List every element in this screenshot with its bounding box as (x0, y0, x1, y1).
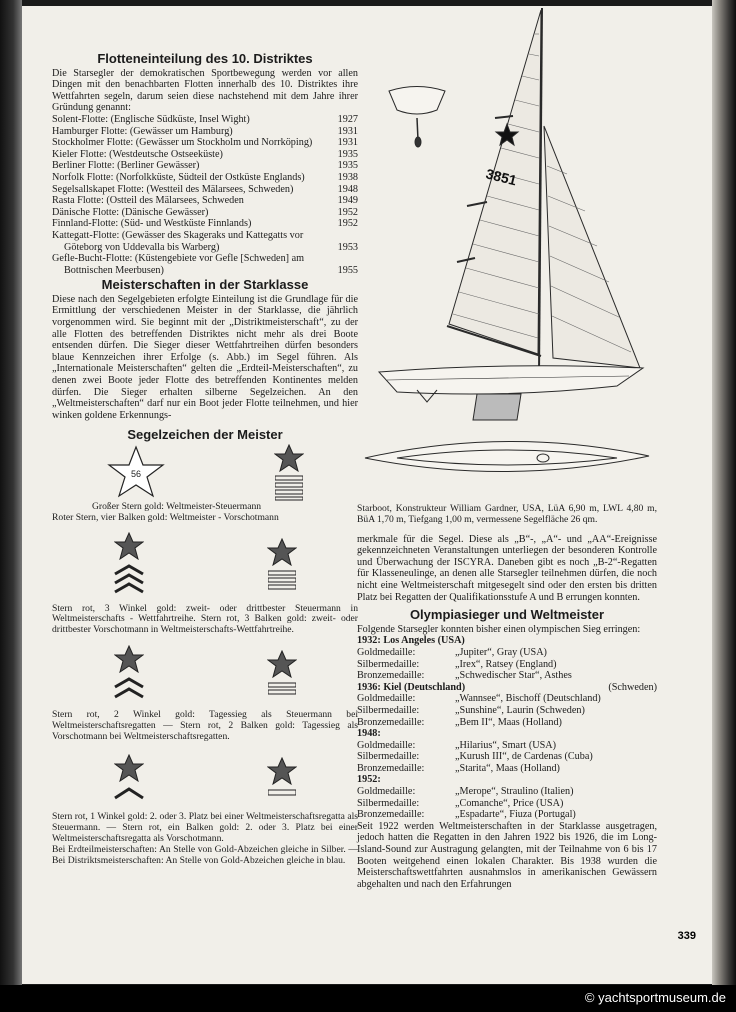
fleet-row (52, 195, 358, 207)
watermark: © yachtsportmuseum.de (584, 990, 726, 1005)
red-star-icon (267, 538, 297, 566)
medal-label: Silbermedaille: (357, 658, 420, 670)
fleet-row (52, 149, 358, 161)
medal-result: „Sunshine“, Laurin (Schweden) (455, 704, 585, 716)
fleet-row (52, 207, 358, 219)
chevrons-two-icon (114, 677, 144, 701)
fleet-year: 1948 (337, 183, 358, 195)
medal-result: „Merope“, Straulino (Italien) (455, 786, 574, 798)
red-star-icon (274, 444, 304, 472)
medal-row (357, 763, 657, 775)
games-heading (357, 635, 657, 647)
fleet-name: Gefle-Bucht-Flotte: (Küstengebiete vor Gefle [Schweden] am Bottnischen Meerbusen) (52, 253, 305, 276)
insignia-row-4 (52, 744, 358, 810)
medal-result: „Bem II“, Maas (Holland) (455, 716, 562, 728)
bars-four-icon (275, 475, 303, 501)
right-column (357, 504, 657, 890)
heading-segelzeichen: Segelzeichen der Meister (127, 427, 283, 443)
fleet-name: Stockholmer Flotte: (Gewässer um Stockholm und Norrköping) (52, 137, 313, 149)
fleet-name: Berliner Flotte: (Berliner Gewässer) (52, 160, 200, 172)
games-heading (357, 774, 657, 786)
boat-caption: Starboot, Konstrukteur William Gardner, USA, LüA 6,90 m, LWL 4,80 m, BüA 1,70 m, Tiefgang 1,00 m, vermessene Segelfläche 26 qm. (357, 503, 657, 525)
medal-label: Goldmedaille: (357, 786, 416, 798)
fleet-year: 1953 (337, 241, 358, 253)
fleet-name: Hamburger Flotte: (Gewässer um Hamburg) (52, 125, 233, 137)
page-number: 339 (677, 930, 696, 942)
medal-label: Silbermedaille: (357, 751, 420, 763)
medal-result: „Jupiter“, Gray (USA) (455, 646, 547, 658)
medal-result: „Irex“, Ratsey (England) (455, 658, 557, 670)
red-star-icon (267, 650, 297, 678)
medal-result: „Hilarius“, Smart (USA) (455, 739, 557, 751)
olympic-results (357, 635, 657, 821)
fleet-name: Kattegatt-Flotte: (Gewässer des Skageraks und Kattegatts vor Göteborg von Uddevalla bis Warberg) (52, 229, 304, 253)
games-extra: (Schweden) (608, 681, 657, 693)
fleet-year: 1935 (337, 148, 358, 160)
book-page (22, 6, 712, 984)
medal-row (357, 693, 657, 705)
sail-number: 3851 (484, 165, 519, 189)
medal-label: Bronzemedaille: (357, 716, 425, 728)
fleet-name: Dänische Flotte: (Dänische Gewässer) (52, 206, 209, 218)
medal-label: Bronzemedaille: (357, 809, 425, 821)
fleet-year: 1952 (337, 218, 358, 230)
medal-row (357, 798, 657, 810)
insignia-row-2 (52, 526, 358, 602)
fleet-row (52, 184, 358, 196)
bars-two-icon (268, 682, 296, 696)
olympia-intro: Folgende Starsegler konnten bisher einen olympischen Sieg erringen: (357, 623, 641, 635)
caption-3: Stern rot, 3 Winkel gold: zweit- oder drittbester Steuermann in Weltmeisterschafts - Wettfahrtreihe. Stern rot, 3 Balken gold: zweit- oder drittbester Vorschotmann in Weltmeisterschafts-Wettfahrtreihe. (52, 602, 358, 636)
red-star-icon (114, 645, 144, 673)
bar-one-icon (268, 789, 296, 797)
medal-row (357, 647, 657, 659)
red-star-icon (267, 757, 297, 785)
medal-row (357, 659, 657, 671)
fleet-name: Segelsallskapet Flotte: (Westteil des Mälarsees, Schweden) (52, 183, 294, 195)
page-edge (712, 0, 736, 985)
fleet-year: 1952 (337, 206, 358, 218)
fleet-list (52, 114, 358, 276)
medal-row (357, 717, 657, 729)
medal-label: Goldmedaille: (357, 646, 416, 658)
insignia-row-1 (52, 444, 358, 500)
bars-three-icon (268, 570, 296, 590)
red-star-icon (114, 754, 144, 782)
fleet-name: Finnland-Flotte: (Süd- und Westküste Finnlands) (52, 218, 252, 230)
insignia-row-3 (52, 638, 358, 708)
caption-4: Stern rot, 2 Winkel gold: Tagessieg als Steuermann bei Weltmeisterschaftsregatten — Stern rot, 2 Balken gold: Tagessieg als Vorschotmann bei Weltmeisterschaftsregatten. (52, 708, 358, 742)
fleet-row (52, 137, 358, 149)
medal-result: „Espadarte“, Fiuza (Portugal) (455, 809, 576, 821)
star-number: 56 (130, 469, 141, 479)
fleet-name: Norfolk Flotte: (Norfolkküste, Südteil der Ostküste Englands) (52, 171, 305, 183)
medal-label: Silbermedaille: (357, 797, 420, 809)
medal-row (357, 705, 657, 717)
fleet-row (52, 114, 358, 126)
heading-flotteneinteilung: Flotteneinteilung des 10. Distriktes (97, 51, 313, 66)
fleet-year: 1955 (337, 264, 358, 276)
fleet-row (52, 230, 358, 253)
fleet-year: 1931 (337, 137, 358, 149)
medal-row (357, 809, 657, 821)
fleet-name: Rasta Flotte: (Ostteil des Mälarsees, Schweden (52, 195, 244, 207)
fleet-row (52, 126, 358, 138)
games-heading (357, 728, 657, 740)
chevrons-three-icon (114, 564, 144, 596)
medal-result: „Schwedischer Star“, Asthes (455, 670, 572, 682)
games-title: 1948: (357, 728, 381, 740)
red-star-icon (114, 532, 144, 560)
fleet-name: Kieler Flotte: (Westdeutsche Ostseeküste) (52, 148, 223, 160)
medal-label: Goldmedaille: (357, 693, 416, 705)
fleet-year: 1938 (337, 171, 358, 183)
continuation-paragraph: merkmale für die Segel. Diese als „B“-, „A“- und „AA“-Ereignisse gekennzeichneten Veranstaltungen unterliegen der besonderen Kontrolle und Überwachung der ISCYRA. Daneben gibt es noch „B-2“-Regatten für Klasseneulinge, an denen alle Starsegler teilnehmen dürfen, die noch nicht eine Weltmeisterschaft mitgesegelt sind oder den ersten bis dritten Platz bei Regatten der Qualifikationsstufe A und B errungen konnten. (357, 533, 657, 603)
fleet-row (52, 253, 358, 276)
heading-olympiasieger: Olympiasieger und Weltmeister (409, 607, 605, 623)
caption-6: Bei Erdteilmeisterschaften: An Stelle von Gold-Abzeichen gleiche in Silber. — Bei Distriktsmeisterschaften: An Stelle von Gold-Abzeichen gleiche in blau. (52, 843, 358, 866)
caption-5: Stern rot, 1 Winkel gold: 2. oder 3. Platz bei einer Weltmeisterschaftsregatta als Steuermann. — Stern rot, ein Balken gold: 2. oder 3. Platz bei einer Weltmeisterschaftsregatta als Vorschotmann. (52, 811, 358, 844)
medal-row (357, 786, 657, 798)
fleet-year: 1927 (337, 113, 358, 125)
medal-label: Bronzemedaille: (357, 762, 425, 774)
medal-row (357, 740, 657, 752)
starboat-drawing (357, 6, 657, 501)
games-title: 1932: Los Angeles (USA) (357, 635, 465, 647)
intro-paragraph: Die Starsegler der demokratischen Sportbewegung werden vor allen Dingen mit den benachbarten Flotten innerhalb des 10. Distriktes ihre Wettfahrten segeln, darum seien diese nachstehend mit dem Jahre ihrer Gründung genannt: (52, 67, 358, 114)
games-heading (357, 682, 657, 694)
medal-label: Goldmedaille: (357, 739, 416, 751)
star-with-bars-4 (274, 444, 304, 501)
fleet-row (52, 172, 358, 184)
fleet-row (52, 218, 358, 230)
meister-paragraph: Diese nach den Segelgebieten erfolgte Einteilung ist die Grundlage für die Ermittlung der verschiedenen Meister in der Starklasse, die jährlich vorgenommen wird. Sie beginnt mit der „Distriktmeisterschaft“, zu der alle Flotten des betreffenden Distriktes nicht mehr als drei Boote entsenden dürfen. Die Sieger dieser Wettfahrtreihen dürfen besonders blaue Kennzeichen ihrer Erfolge (s. Abb.) im Segel führen. Als „Internationale Meisterschaften“ gelten die „Erdteil-Meisterschaften“, zu denen zwei Boote jeder Flotte des betreffenden Kontinentes melden dürfen. Die Sieger erhalten silberne Segelzeichen. An den „Weltmeisterschaften“ darf nur ein Boot jeder Flotte teilnehmen, und hier winken goldene Erkennungs- (52, 293, 358, 421)
games-title: 1936: Kiel (Deutschland) (357, 681, 466, 693)
medal-row (357, 670, 657, 682)
games-title: 1952: (357, 774, 381, 786)
left-column (52, 50, 358, 866)
fleet-year: 1935 (337, 160, 358, 172)
medal-label: Bronzemedaille: (357, 670, 425, 682)
heading-meisterschaften: Meisterschaften in der Starklasse (101, 277, 309, 293)
chevron-one-icon (114, 786, 144, 800)
fleet-year: 1949 (337, 195, 358, 207)
medal-result: „Comanche“, Price (USA) (455, 797, 564, 809)
caption-1: Großer Stern gold: Weltmeister-Steuermann (92, 501, 262, 512)
fleet-row (52, 160, 358, 172)
medal-label: Silbermedaille: (357, 704, 420, 716)
medal-result: „Starita“, Maas (Holland) (455, 762, 560, 774)
large-star-icon (107, 445, 165, 499)
medal-result: „Wannsee“, Bischoff (Deutschland) (455, 693, 601, 705)
fleet-year: 1931 (337, 125, 358, 137)
book-spine (0, 0, 22, 1012)
medal-row (357, 751, 657, 763)
medal-result: „Kurush III“, de Cardenas (Cuba) (455, 751, 593, 763)
weltmeister-paragraph: Seit 1922 werden Weltmeisterschaften in der Starklasse ausgetragen, jedoch hatten die Regatten in den Jahren 1922 bis 1926, die im Long-Island-Sound zur Austragung gelangten, mit der Teilnahme von 6 bis 17 Booten weitgehend einen lokalen Charakter. Bis 1938 wurden die Meisterschaftswettfahrten ausnahmslos in amerikanischen Gewässern abgehalten und nach den Erfahrungen (357, 820, 657, 890)
caption-2: Roter Stern, vier Balken gold: Weltmeister - Vorschotmann (52, 511, 279, 523)
fleet-name: Solent-Flotte: (Englische Südküste, Insel Wight) (52, 113, 250, 125)
